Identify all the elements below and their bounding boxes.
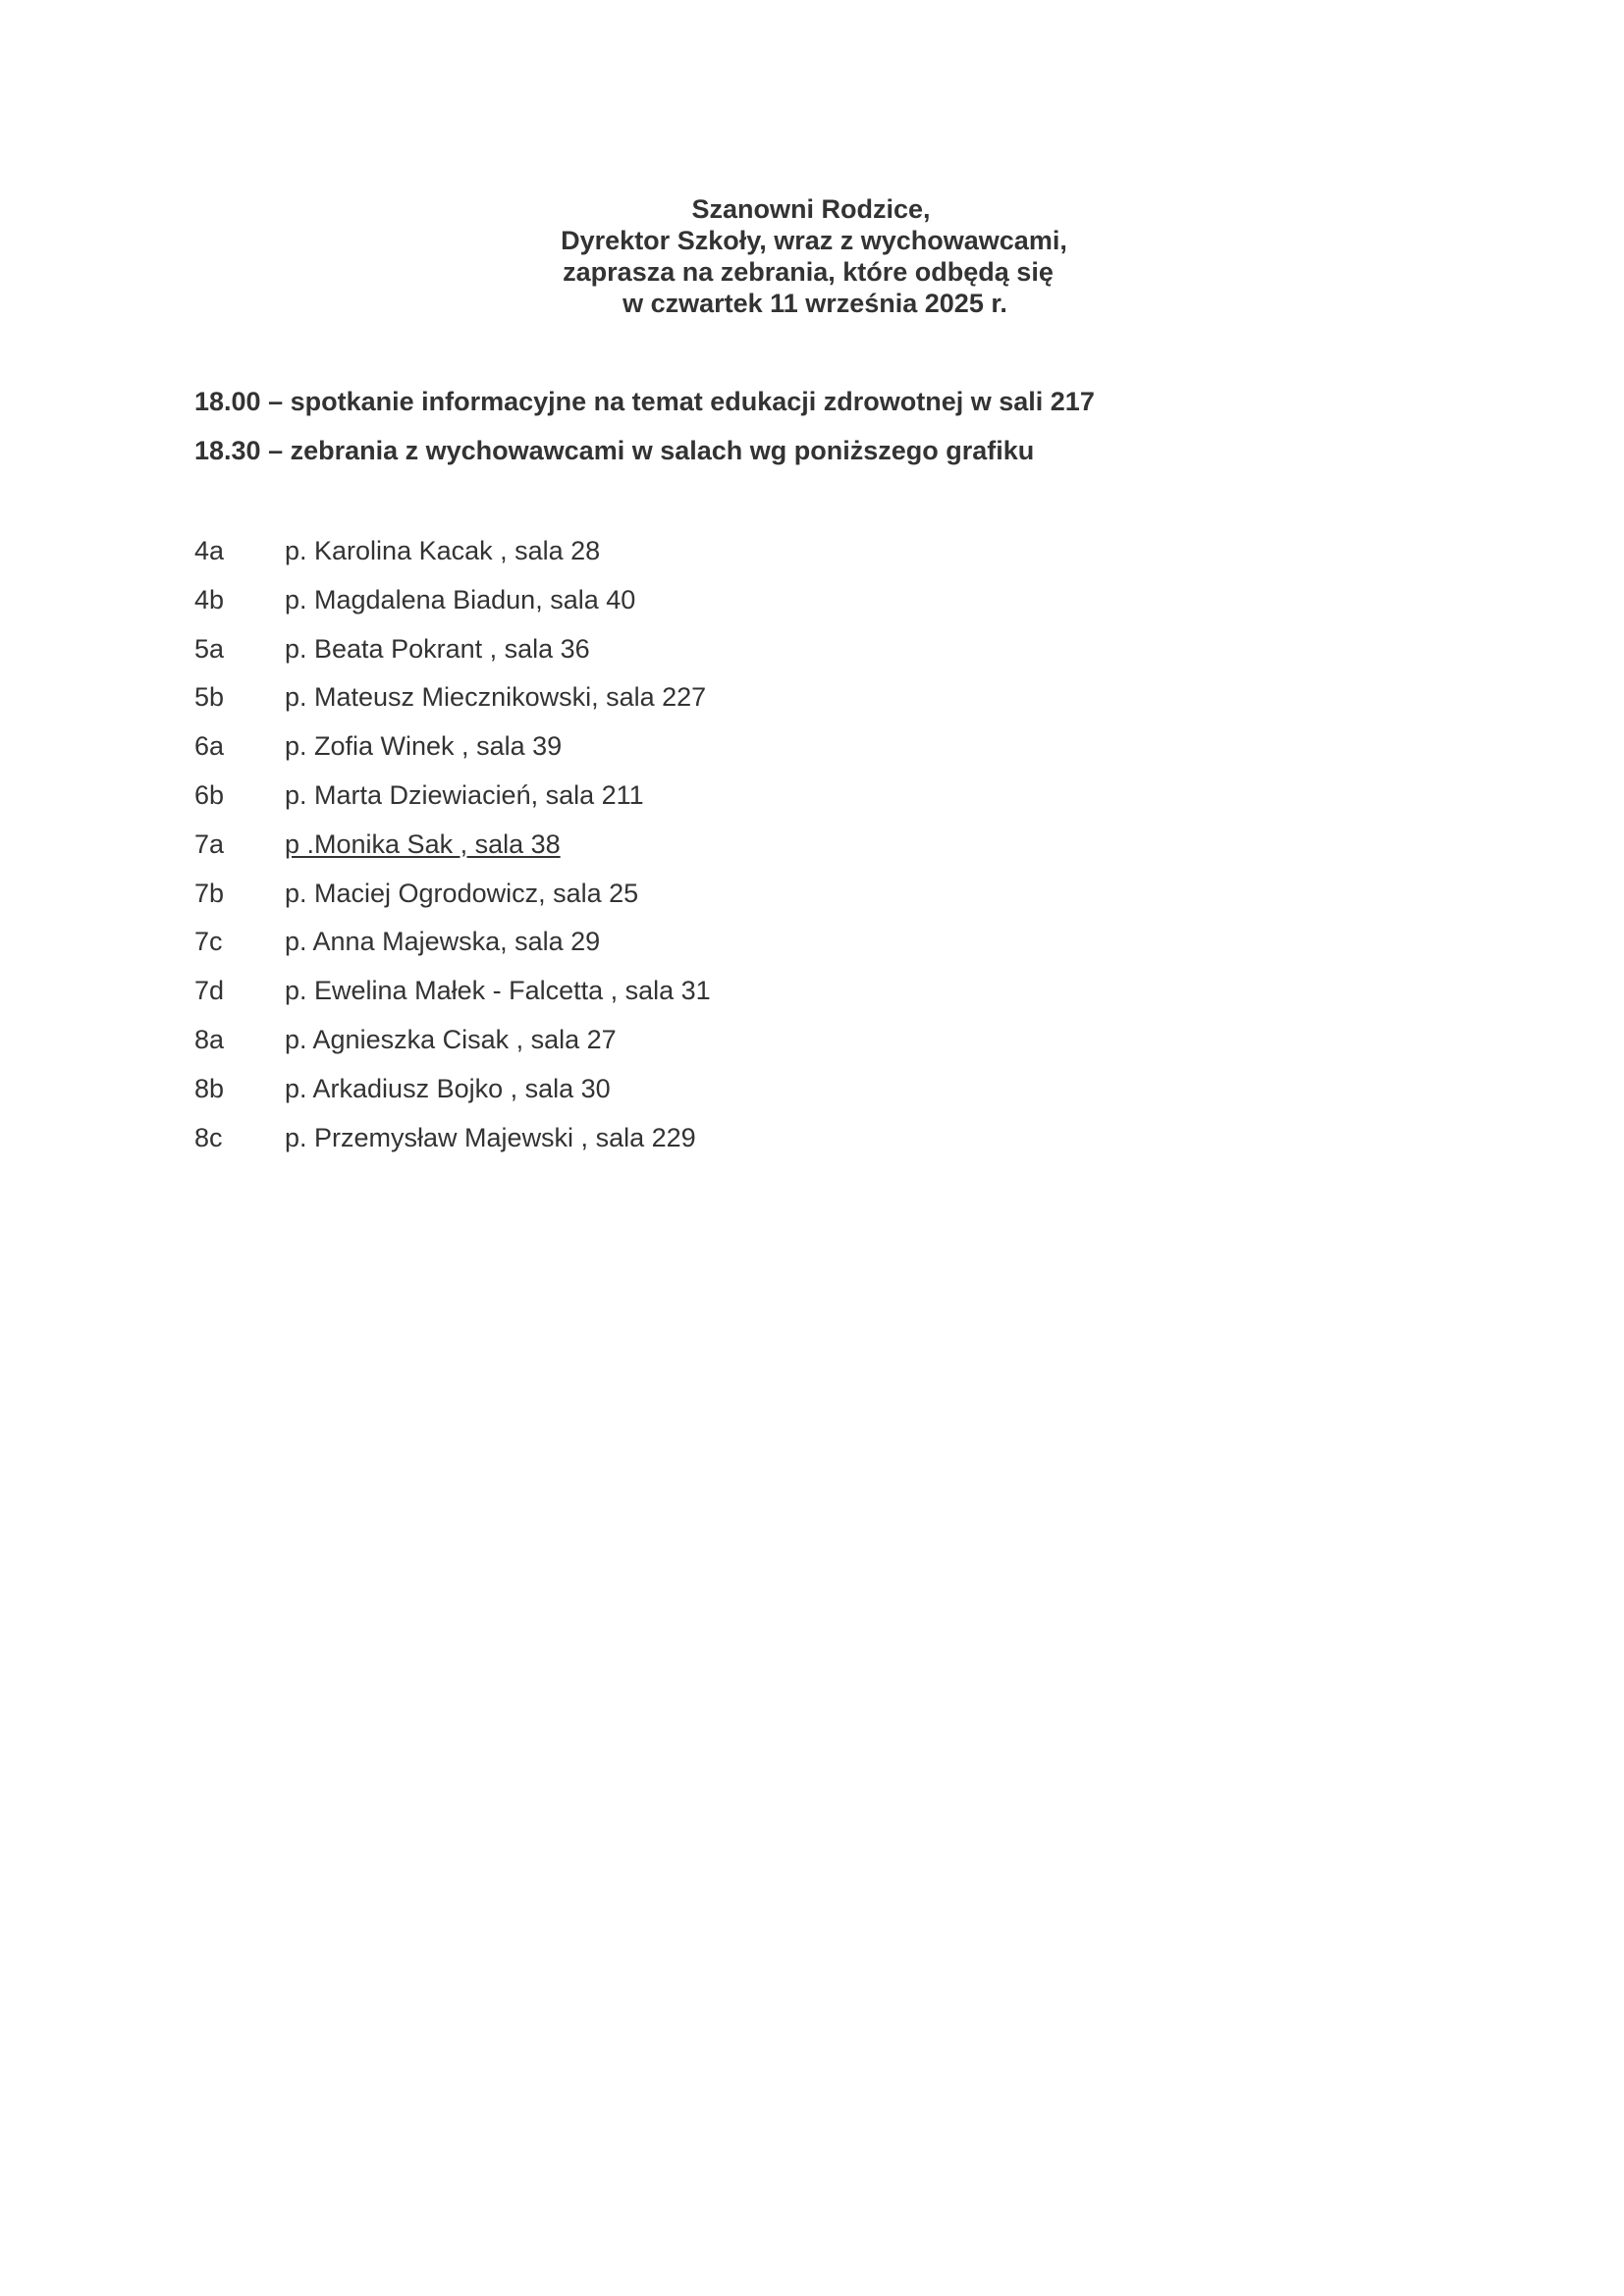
teacher-room: p. Zofia Winek , sala 39 (285, 731, 563, 762)
list-item (194, 1073, 711, 1122)
list-item (194, 535, 711, 584)
date-line: w czwartek 11 września 2025 r. (623, 289, 1007, 318)
list-item (194, 975, 711, 1024)
list-item (194, 779, 711, 828)
class-code: 4a (194, 536, 225, 565)
class-room-list (194, 535, 711, 1170)
list-item (194, 878, 711, 927)
teacher-room: p .Monika Sak , sala 38 (285, 828, 561, 859)
class-code: 7d (194, 976, 225, 1006)
teacher-room: p. Magdalena Biadun, sala 40 (285, 584, 636, 614)
teacher-room: p. Maciej Ogrodowicz, sala 25 (285, 878, 639, 908)
teacher-room: p. Ewelina Małek - Falcetta , sala 31 (285, 976, 711, 1006)
director-line: Dyrektor Szkoły, wraz z wychowawcami, (561, 226, 1067, 255)
list-item (194, 730, 711, 779)
schedule-item-teacher-meetings: 18.30 – zebrania z wychowawcami w salach wg poniższego grafiku (194, 436, 1035, 465)
class-code: 8c (194, 1122, 223, 1152)
list-item (194, 926, 711, 975)
class-code: 5a (194, 633, 225, 664)
list-item (194, 681, 711, 730)
teacher-room: p. Agnieszka Cisak , sala 27 (285, 1024, 617, 1054)
class-code: 8b (194, 1073, 225, 1103)
teacher-room: p. Beata Pokrant , sala 36 (285, 633, 590, 664)
meeting-schedule (194, 386, 1095, 484)
list-item (194, 828, 711, 878)
greeting-line: Szanowni Rodzice, (691, 194, 931, 224)
teacher-room: p. Marta Dziewiacień, sala 211 (285, 779, 644, 810)
schedule-item-info-meeting: 18.00 – spotkanie informacyjne na temat edukacji zdrowotnej w sali 217 (194, 387, 1095, 416)
teacher-room: p. Anna Majewska, sala 29 (285, 927, 601, 957)
list-item (194, 1122, 711, 1171)
teacher-room: p. Karolina Kacak , sala 28 (285, 536, 601, 565)
teacher-room: p. Arkadiusz Bojko , sala 30 (285, 1073, 611, 1103)
class-code: 7a (194, 828, 225, 859)
list-item (194, 584, 711, 633)
list-item (194, 1024, 711, 1073)
class-code: 6a (194, 731, 225, 762)
teacher-room: p. Mateusz Miecznikowski, sala 227 (285, 682, 707, 713)
class-code: 8a (194, 1024, 225, 1054)
teacher-room: p. Przemysław Majewski , sala 229 (285, 1122, 696, 1152)
class-code: 6b (194, 779, 225, 810)
invitation-header (0, 193, 1624, 319)
class-code: 7c (194, 927, 223, 957)
invitation-line: zaprasza na zebrania, które odbędą się (563, 257, 1054, 287)
class-code: 7b (194, 878, 225, 908)
class-code: 4b (194, 584, 225, 614)
list-item (194, 633, 711, 682)
class-code: 5b (194, 682, 225, 713)
